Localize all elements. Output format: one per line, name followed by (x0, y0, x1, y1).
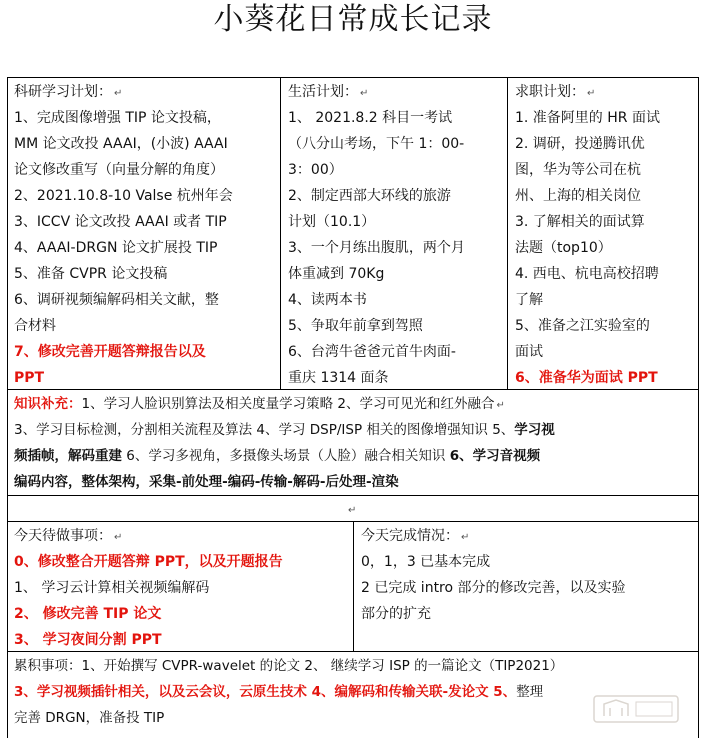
knowledge-line: 1、学习人脸识别算法及相关度量学习策略 2、学习可见光和红外融合 (81, 396, 495, 412)
research-item: 论文修改重写（向量分解的角度） (14, 162, 224, 178)
knowledge-line-bold: 学习视 (514, 422, 555, 438)
job-plan-header: 求职计划： (515, 84, 585, 100)
life-item: （八分山考场，下午 1：00- (288, 136, 465, 152)
job-item: 法题（top10） (515, 240, 612, 256)
accumulate-line-highlight: 3、学习视频插针相关，以及云会议，云原生技术 4、编解码和传输关联-发论文 5、 (14, 684, 517, 700)
todo-item-highlight: 0、修改整合开题答辩 PPT，以及开题报告 (14, 554, 283, 570)
accumulate-line: 累积事项：1、开始撰写 CVPR-wavelet 的论文 2、 继续学习 ISP 的一篇论文（TIP2021） (14, 658, 564, 674)
accumulate-line: 完善 DRGN，准备投 TIP (14, 710, 165, 726)
job-item: 了解 (515, 292, 543, 308)
research-item: MM 论文改投 AAAI，(小波) AAAI (14, 136, 228, 152)
knowledge-cell: 知识补充：1、学习人脸识别算法及相关度量学习策略 2、学习可见光和红外融合 ↵ 3、学习目标检测，分割相关流程及算法 4、学习 DSP/ISP 相关的图像增强知识 5、学习视 频插帧，解码重建 6、学习多视角，多摄像头场景（人脸）融合相关知识 6、学习音视频 编码内容，整体架构，采集-前处理-编码-传输-解码-后处理-渲染 (14, 391, 694, 495)
col-divider-2 (507, 77, 508, 389)
life-item: 2、制定西部大环线的旅游 (288, 188, 451, 204)
job-item: 3. 了解相关的面试算 (515, 214, 645, 230)
table-left-border (7, 77, 8, 738)
research-item: 合材料 (14, 318, 56, 334)
research-item: 1、完成图像增强 TIP 论文投稿， (14, 110, 221, 126)
job-item: 4. 西电、杭电高校招聘 (515, 266, 659, 282)
todo-item-highlight: 2、 修改完善 TIP 论文 (14, 606, 162, 622)
life-item: 4、读两本书 (288, 292, 367, 308)
done-item: 部分的扩充 (361, 606, 431, 622)
job-item: 面试 (515, 344, 543, 360)
research-item: 6、调研视频编解码相关文献，整 (14, 292, 219, 308)
accumulate-line: 整理 (516, 684, 544, 700)
research-item: 2、2021.10.8-10 Valse 杭州年会 (14, 188, 233, 204)
research-item: 3、ICCV 论文改投 AAAI 或者 TIP (14, 214, 227, 230)
research-item: 4、AAAI-DRGN 论文扩展投 TIP (14, 240, 218, 256)
life-item: 重庆 1314 面条 (288, 370, 389, 386)
table-right-border (698, 77, 699, 738)
table-top-border (7, 77, 699, 78)
knowledge-line-bold: 编码内容，整体架构，采集-前处理-编码-传输-解码-后处理-渲染 (14, 474, 399, 490)
todo-cell: 今天待做事项： ↵ 0、修改整合开题答辩 PPT，以及开题报告 1、 学习云计算相关视频编解码 2、 修改完善 TIP 论文 3、 学习夜间分割 PPT (14, 523, 350, 653)
life-item: 体重减到 70Kg (288, 266, 385, 282)
job-item: 州、上海的相关岗位 (515, 188, 641, 204)
empty-row: ↵ (348, 505, 357, 516)
research-item: 5、准备 CVPR 论文投稿 (14, 266, 168, 282)
job-item: 图，华为等公司在杭 (515, 162, 641, 178)
watermark-logo (586, 690, 686, 726)
todo-item-highlight: 3、 学习夜间分割 PPT (14, 632, 162, 648)
col-divider-1 (280, 77, 281, 389)
life-item: 5、争取年前拿到驾照 (288, 318, 423, 334)
life-item: 6、台湾牛爸爸元首牛肉面- (288, 344, 456, 360)
done-header: 今天完成情况： (361, 528, 459, 544)
done-item: 0，1，3 已基本完成 (361, 554, 491, 570)
col-divider-todo (353, 521, 354, 651)
knowledge-line-bold: 频插帧，解码重建 (14, 448, 122, 464)
research-plan-cell: 科研学习计划： ↵ 1、完成图像增强 TIP 论文投稿， MM 论文改投 AAAI，(小波) AAAI 论文修改重写（向量分解的角度） 2、2021.10.8-10 Valse 杭州年会 3、ICCV 论文改投 AAAI 或者 TIP 4、AAAI-DRGN 论文扩展投 TIP 5、准备 CVPR 论文投稿 6、调研视频编解码相关文献，整 合材料 7、修改完善开题答辩报告以及 PPT (14, 79, 278, 391)
research-item-highlight-cont: PPT (14, 370, 45, 386)
done-cell: 今天完成情况： ↵ 0，1，3 已基本完成 2 已完成 intro 部分的修改完善，以及实验 部分的扩充 (361, 523, 695, 627)
knowledge-line: 3、学习目标检测，分割相关流程及算法 4、学习 DSP/ISP 相关的图像增强知识 5、 (14, 422, 515, 438)
job-item: 2. 调研，投递腾讯优 (515, 136, 645, 152)
life-item: 3：00） (288, 162, 343, 178)
page-title: 小葵花日常成长记录 (213, 2, 493, 37)
todo-item: 1、 学习云计算相关视频编解码 (14, 580, 210, 596)
knowledge-line-bold: 6、学习音视频 (449, 448, 541, 464)
job-plan-cell: 求职计划： ↵ 1. 准备阿里的 HR 面试 2. 调研，投递腾讯优 图，华为等公司在杭 州、上海的相关岗位 3. 了解相关的面试算 法题（top10） 4. 西电、杭电高校招聘 了解 5、准备之江实验室的 面试 6、准备华为面试 PPT (515, 79, 695, 391)
life-item: 3、一个月练出腹肌，两个月 (288, 240, 465, 256)
knowledge-line: 6、学习多视角，多摄像头场景（人脸）融合相关知识 (126, 448, 450, 464)
research-item-highlight: 7、修改完善开题答辩报告以及 (14, 344, 206, 360)
job-item: 1. 准备阿里的 HR 面试 (515, 110, 660, 126)
todo-header: 今天待做事项： (14, 528, 112, 544)
knowledge-label: 知识补充： (14, 396, 82, 412)
life-plan-cell: 生活计划： ↵ 1、 2021.8.2 科目一考试 （八分山考场，下午 1：00- 3：00） 2、制定西部大环线的旅游 计划（10.1） 3、一个月练出腹肌，两个月 体重减到 70Kg 4、读两本书 5、争取年前拿到驾照 6、台湾牛爸爸元首牛肉面- 重庆 1314 面条 (288, 79, 504, 391)
done-item: 2 已完成 intro 部分的修改完善，以及实验 (361, 580, 626, 596)
life-item: 1、 2021.8.2 科目一考试 (288, 110, 453, 126)
life-plan-header: 生活计划： (288, 84, 358, 100)
research-plan-header: 科研学习计划： (14, 84, 112, 100)
job-item-highlight: 6、准备华为面试 PPT (515, 370, 658, 386)
life-item: 计划（10.1） (288, 214, 376, 230)
job-item: 5、准备之江实验室的 (515, 318, 650, 334)
